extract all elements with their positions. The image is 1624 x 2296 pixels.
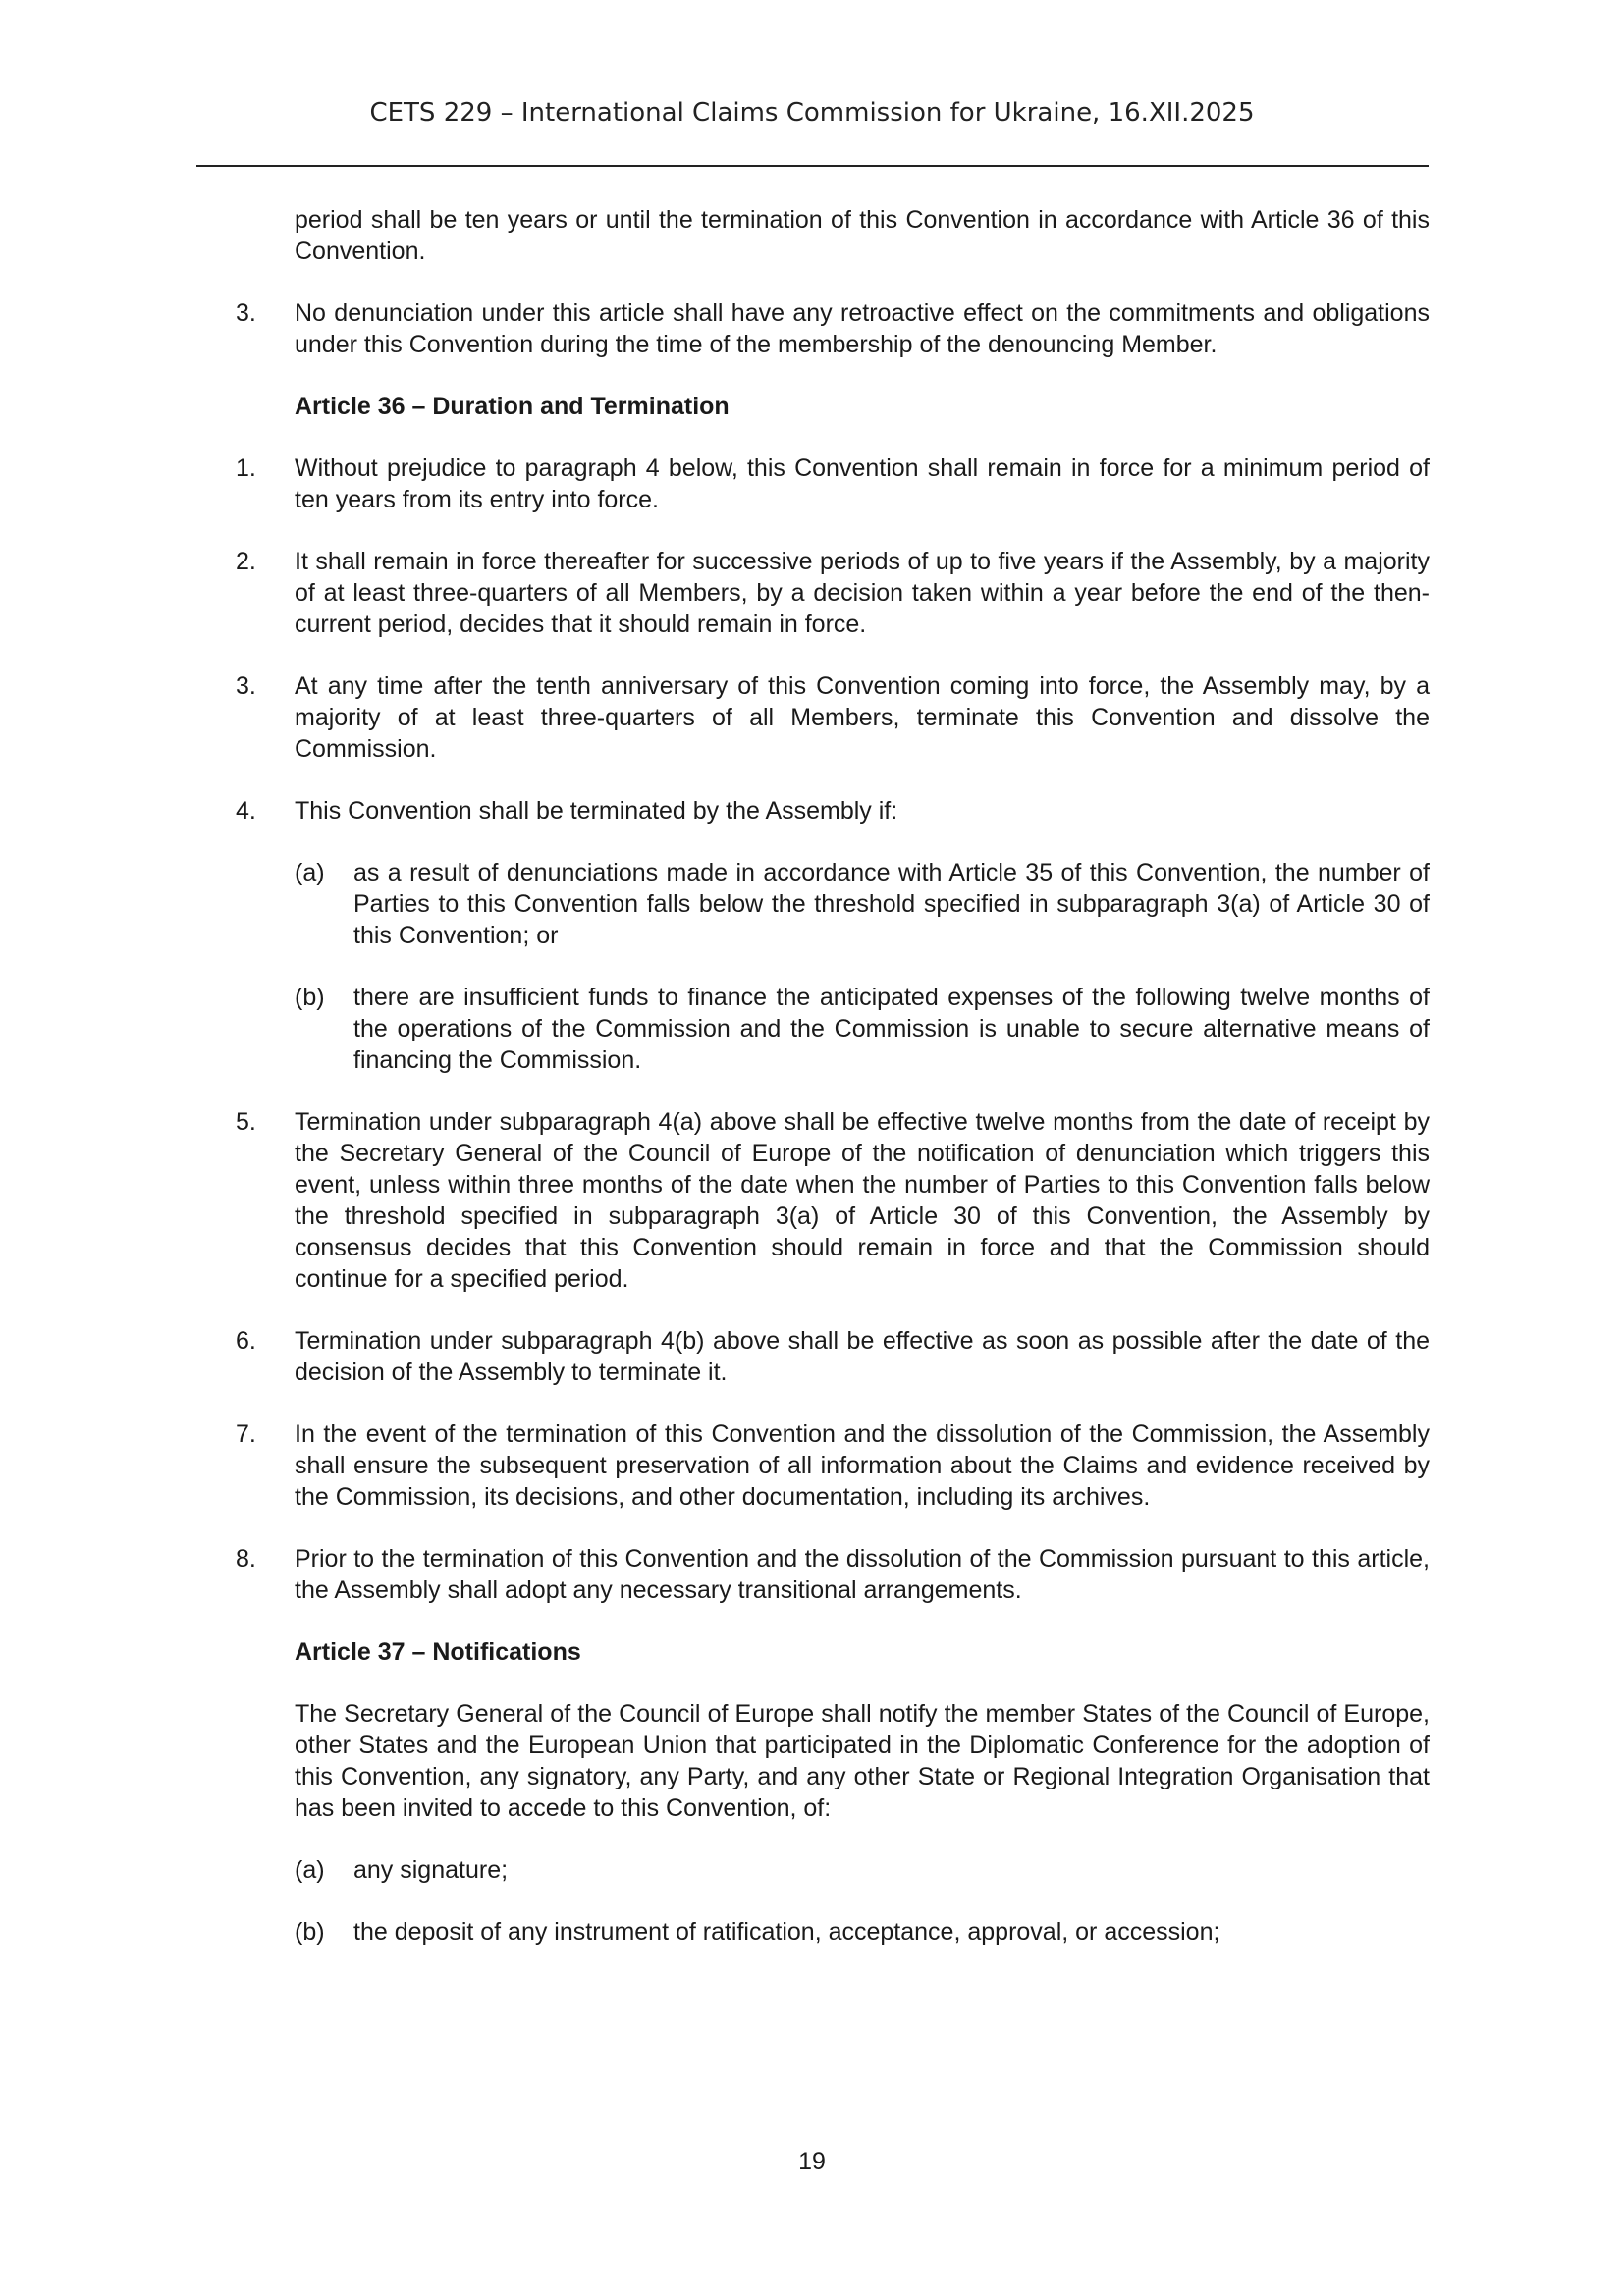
item-text: Termination under subparagraph 4(a) above shall be effective twelve months from the date of receipt by the Secretary General of the Council of Europe of the notification of denunciation which triggers this event, unless within three months of the date when the number of Parties to this Convention falls below the threshold specified in subparagraph 3(a) of Article 30 of this Convention, the Assembly by consensus decides that this Convention should remain in force and that the Commission should continue for a specified period. [295,1108,1430,1293]
article-37-intro: The Secretary General of the Council of Europe shall notify the member States of the Council of Europe, other States and the European Union that participated in the Diplomatic Conference for the adoption of this Convention, any signatory, any Party, and any other State or Regional Integration Organisation that has been invited to accede to this Convention, of: [295,1700,1430,1822]
item-number: 3. [236,672,256,700]
article-37-sub-a [236,1854,1430,1886]
page-number: 19 [798,2148,826,2175]
continuation-paragraph: period shall be ten years or until the termination of this Convention in accordance with Article 36 of this Convention. [295,206,1430,265]
sub-item-letter: (a) [295,1856,325,1884]
article-36-item-4 [236,795,1430,827]
article-36-item-7 [236,1418,1430,1513]
article-36-item-1 [236,453,1430,515]
sub-item-text: the deposit of any instrument of ratification, acceptance, approval, or accession; [353,1918,1220,1946]
document-body [236,204,1430,1978]
item-text: Prior to the termination of this Convention and the dissolution of the Commission pursuant to this article, the Assembly shall adopt any necessary transitional arrangements. [295,1545,1430,1604]
item-number: 3. [236,299,256,327]
article-36-item-3 [236,670,1430,765]
article-36-item-6 [236,1325,1430,1388]
item-text: This Convention shall be terminated by the Assembly if: [295,797,898,825]
sub-item-letter: (a) [295,859,325,886]
sub-item-text: there are insufficient funds to finance the anticipated expenses of the following twelve months of the operations of the Commission and the Commission is unable to secure alternative means of financing the Commission. [353,984,1430,1074]
item-text: Termination under subparagraph 4(b) above shall be effective as soon as possible after the date of the decision of the Assembly to terminate it. [295,1327,1430,1386]
article-36-item-8 [236,1543,1430,1606]
article-36-item-2 [236,546,1430,640]
sub-item-text: as a result of denunciations made in accordance with Article 35 of this Convention, the number of Parties to this Convention falls below the threshold specified in subparagraph 3(a) of Article 30 of this Convention; or [353,859,1430,949]
item-number: 8. [236,1545,256,1573]
article-37-heading: Article 37 – Notifications [295,1638,581,1666]
article-36-item-5 [236,1106,1430,1295]
header-rule [196,165,1429,167]
sub-item-text: any signature; [353,1856,509,1884]
item-text: Without prejudice to paragraph 4 below, this Convention shall remain in force for a minimum period of ten years from its entry into force. [295,454,1430,513]
running-header: CETS 229 – International Claims Commission for Ukraine, 16.XII.2025 [369,98,1255,128]
article-36-heading: Article 36 – Duration and Termination [295,393,730,420]
sub-item-letter: (b) [295,984,325,1011]
item-text: It shall remain in force thereafter for successive periods of up to five years if the Assembly, by a majority of at least three-quarters of all Members, by a decision taken within a year before the end of the then-current period, decides that it should remain in force. [295,548,1430,638]
article-36-item-4-sub-a [236,857,1430,951]
item-text: No denunciation under this article shall have any retroactive effect on the commitments and obligations under this Convention during the time of the membership of the denouncing Member. [295,299,1430,358]
item-number: 6. [236,1327,256,1355]
item-number: 2. [236,548,256,575]
item-text: In the event of the termination of this Convention and the dissolution of the Commission, the Assembly shall ensure the subsequent preservation of all information about the Claims and evidence received by the Commission, its decisions, and other documentation, including its archives. [295,1420,1430,1511]
item-number: 1. [236,454,256,482]
article-36-item-4-sub-b [236,982,1430,1076]
item-text: At any time after the tenth anniversary of this Convention coming into force, the Assembly may, by a majority of at least three-quarters of all Members, terminate this Convention and dissolve the Commission. [295,672,1430,763]
item-number: 5. [236,1108,256,1136]
item-number: 7. [236,1420,256,1448]
item-number: 4. [236,797,256,825]
article-37-sub-b [236,1916,1430,1948]
article-35-item-3 [236,297,1430,360]
sub-item-letter: (b) [295,1918,325,1946]
